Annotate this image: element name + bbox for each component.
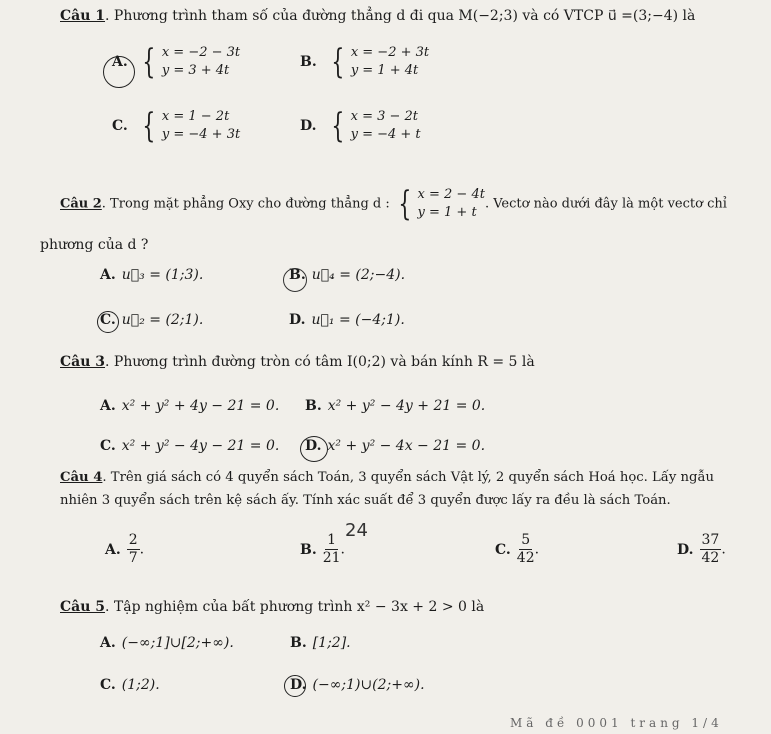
q5-option-d-label: D. [290,677,307,693]
q2-system-line2: y = 1 + t [417,205,477,220]
q4-option-d[interactable] [677,532,726,567]
q5-label: Câu 5 [60,599,106,615]
q3-option-d-label: D. [305,438,322,454]
q3-option-c[interactable] [100,438,279,454]
q1-option-b-label: B. [300,54,317,70]
q4-text-line1: . Trên giá sách có 4 quyển sách Toán, 3 quyển sách Vật lý, 2 quyển sách Hoá học. Lấy ngẫu [102,470,715,485]
q3-option-a[interactable] [100,398,279,414]
q4-option-c-label: C. [495,541,511,558]
q3-option-b[interactable] [305,398,485,414]
q3-option-c-label: C. [100,438,116,454]
q1-option-c-label: C. [112,118,128,134]
q1-stem [60,8,695,24]
q5-option-a-label: A. [100,635,116,651]
q4-option-a-numerator: 2 [128,532,138,548]
q1-option-a-label: A. [112,54,128,70]
q4-option-a-label: A. [105,541,121,558]
q4-handwriting: 24 [345,520,368,541]
q4-option-d-tail: . [721,541,726,558]
q5-stem [60,599,484,615]
q1-text: . Phương trình tham số của đường thẳng d đi qua M(−2;3) và có VTCP u⃗ =(3;−4) là [105,8,696,24]
q2-option-b-label: B. [289,267,306,283]
q2-text-before: . Trong mặt phẳng Oxy cho đường thẳng d : [101,196,390,212]
q5-option-b-label: B. [290,635,307,651]
q4-option-b-numerator: 1 [327,532,337,548]
q1-option-c[interactable]: C. { x = 1 − 2t y = −4 + 3t [112,106,241,146]
q2-option-a-label: A. [100,267,116,283]
q5-option-d-text: (−∞;1)∪(2;+∞). [312,677,425,693]
q2-label: Câu 2 [60,196,102,212]
q1-option-a-line2: y = 3 + 4t [161,63,230,78]
q4-label: Câu 4 [60,470,103,485]
q2-stem-line2: phương của d ? [40,237,149,253]
q2-option-c-text: u⃗₂ = (2;1). [121,312,204,328]
q4-option-d-label: D. [677,541,694,558]
q2-text-after: . Vectơ nào dưới đây là một vectơ chỉ [484,196,727,212]
q4-option-d-denominator: 42 [701,550,720,566]
q1-option-d-line2: y = −4 + t [350,127,421,142]
q2-option-b-text: u⃗₄ = (2;−4). [311,267,406,283]
q5-option-c-label: C. [100,677,116,693]
q1-option-b-line2: y = 1 + 4t [350,63,419,78]
q5-option-a[interactable] [100,635,234,651]
q4-option-a[interactable] [105,532,144,567]
page-footer: Mã đề 0001 trang 1/4 [510,716,723,730]
q3-option-c-text: x² + y² − 4y − 21 = 0. [121,438,280,454]
q2-option-b[interactable] [289,267,405,283]
q2-option-c-label: C. [100,312,116,328]
q1-option-d[interactable]: D. { x = 3 − 2t y = −4 + t [300,106,421,146]
q4-stem-line2: nhiên 3 quyển sách trên kệ sách ấy. Tính xác suất để 3 quyển được lấy ra đều là sách Toán. [60,493,671,508]
q5-option-b[interactable] [290,635,351,651]
q5-option-b-text: [1;2]. [312,635,351,651]
q4-option-c[interactable] [495,532,539,567]
q3-label: Câu 3 [60,354,106,370]
q2-option-c[interactable] [100,312,203,328]
q2-stem: Câu 2. Trong mặt phẳng Oxy cho đường thẳng d : { x = 2 − 4t y = 1 + t . Vectơ nào dưới đây là một vectơ chỉ [60,184,727,224]
q2-option-d[interactable] [289,312,405,328]
q5-option-d[interactable] [290,677,425,693]
q3-option-b-text: x² + y² − 4y + 21 = 0. [327,398,486,414]
q2-system-line1: x = 2 − 4t [417,187,485,202]
q1-option-b-line1: x = −2 + 3t [350,45,430,60]
q5-option-c[interactable] [100,677,160,693]
q4-option-c-denominator: 42 [516,550,535,566]
q3-option-d-text: x² + y² − 4x − 21 = 0. [327,438,486,454]
q3-stem [60,354,535,370]
q4-stem [60,470,714,485]
q1-option-d-line1: x = 3 − 2t [350,109,419,124]
q5-option-a-text: (−∞;1]∪[2;+∞). [121,635,234,651]
q1-label: Câu 1 [60,8,106,24]
q4-option-c-tail: . [534,541,540,558]
q4-option-a-denominator: 7 [128,550,138,566]
q2-option-d-text: u⃗₁ = (−4;1). [311,312,405,328]
q1-option-d-label: D. [300,118,317,134]
q3-option-a-label: A. [100,398,116,414]
q4-option-b-denominator: 21 [322,550,341,566]
q3-text: . Phương trình đường tròn có tâm I(0;2) và bán kính R = 5 là [105,354,535,370]
q5-text: . Tập nghiệm của bất phương trình x² − 3x + 2 > 0 là [105,599,485,615]
q1-option-c-line2: y = −4 + 3t [161,127,241,142]
q1-option-a-line1: x = −2 − 3t [161,45,241,60]
q3-option-d[interactable] [305,438,485,454]
q1-option-c-line1: x = 1 − 2t [161,109,230,124]
q2-option-d-label: D. [289,312,306,328]
q1-option-a[interactable]: A. { x = −2 − 3t y = 3 + 4t [112,42,241,82]
q5-option-c-text: (1;2). [121,677,160,693]
q4-option-a-tail: . [139,541,145,558]
q3-option-b-label: B. [305,398,322,414]
q2-option-a-text: u⃗₃ = (1;3). [121,267,204,283]
q4-option-c-numerator: 5 [521,532,531,548]
q4-option-b-tail: . [340,541,345,558]
q4-option-b-label: B. [300,541,317,558]
q4-option-b[interactable] [300,532,345,567]
q1-option-b[interactable]: B. { x = −2 + 3t y = 1 + 4t [300,42,430,82]
q3-option-a-text: x² + y² + 4y − 21 = 0. [121,398,280,414]
q4-option-d-numerator: 37 [701,532,720,548]
q2-option-a[interactable] [100,267,203,283]
